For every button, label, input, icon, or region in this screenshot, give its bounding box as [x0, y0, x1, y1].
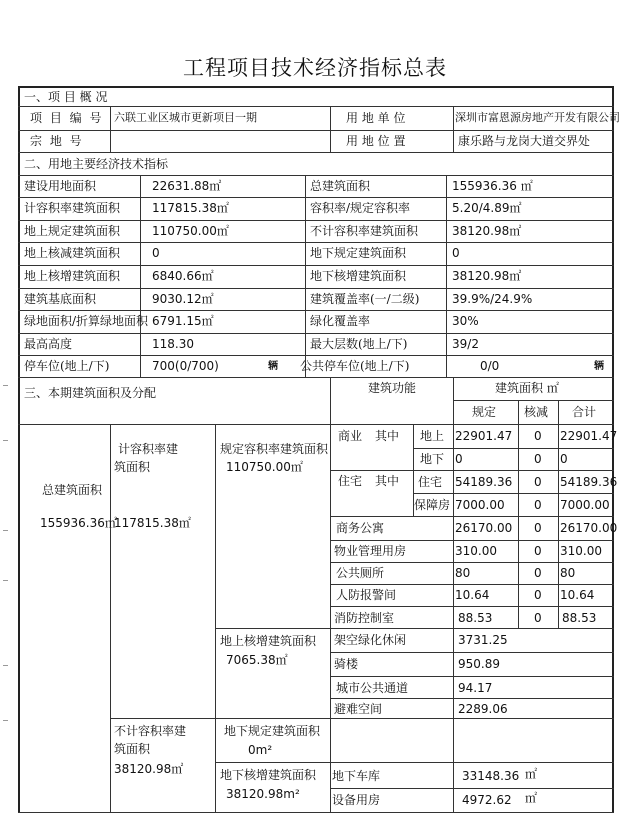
- indicator-value: 38120.98㎡: [452, 224, 522, 238]
- indicator-value: 6840.66㎡: [152, 269, 214, 283]
- row-total: 26170.00: [560, 521, 618, 535]
- row-total: 0: [560, 452, 568, 466]
- row-name: 消防控制室: [334, 611, 395, 625]
- row-line: [330, 562, 614, 563]
- row-reduce: 0: [534, 611, 542, 625]
- row-line: [18, 152, 614, 153]
- location-value: 康乐路与龙岗大道交界处: [458, 134, 591, 148]
- gutter-mark: [3, 530, 8, 531]
- row-value: 33148.36: [462, 769, 520, 783]
- row-reduce: 0: [534, 588, 542, 602]
- row-value: 2289.06: [458, 702, 508, 716]
- commerce-among: 其中: [375, 429, 400, 443]
- gutter-mark: [3, 385, 8, 386]
- indicator-value: 0: [452, 246, 460, 260]
- row-line: [215, 762, 614, 763]
- indicator-label: 建筑基底面积: [24, 292, 97, 306]
- gutter-mark: [3, 440, 8, 441]
- row-line: [330, 676, 614, 677]
- indicator-value: 9030.12㎡: [152, 292, 214, 306]
- row-line: [330, 516, 614, 517]
- location-label: 用 地 位 置: [346, 134, 406, 148]
- row-line: [18, 106, 614, 107]
- total-area-value: 155936.36㎡: [40, 516, 117, 530]
- indicator-value: 110750.00㎡: [152, 224, 229, 238]
- indicator-label: 最大层数(地上/下): [310, 337, 408, 351]
- row-name: 公共厕所: [336, 566, 385, 580]
- total-area-label: 总建筑面积: [42, 483, 103, 497]
- row-unit: ㎡: [525, 791, 538, 805]
- row-rule: 54189.36: [455, 475, 513, 489]
- row-line: [330, 652, 614, 653]
- row-name: 地上: [420, 429, 445, 443]
- row-total: 54189.36: [560, 475, 618, 489]
- row-line: [18, 355, 614, 356]
- row-value: 4972.62: [462, 793, 512, 807]
- col-line: [330, 106, 331, 152]
- above-add-value: 7065.38㎡: [226, 653, 288, 667]
- row-line: [18, 265, 614, 266]
- indicator-label: 绿地面积/折算绿地面积: [24, 314, 149, 328]
- gutter-mark: [3, 665, 8, 666]
- row-total: 7000.00: [560, 498, 610, 512]
- row-name: 避难空间: [334, 702, 383, 716]
- indicator-label: 绿化覆盖率: [310, 314, 371, 328]
- indicator-value: 39/2: [452, 337, 479, 351]
- indicator-label: 地下规定建筑面积: [310, 246, 407, 260]
- area-header: 建筑面积 ㎡: [495, 381, 559, 395]
- row-line: [330, 788, 614, 789]
- nonfar-label: 不计容积率建: [114, 724, 187, 738]
- row-name: 住宅: [418, 475, 443, 489]
- row-rule: 310.00: [455, 544, 497, 558]
- row-reduce: 0: [534, 544, 542, 558]
- indicator-value: 22631.88㎡: [152, 179, 222, 193]
- col-line: [305, 175, 306, 377]
- row-name: 架空绿化休闲: [334, 633, 407, 647]
- row-line: [18, 175, 614, 176]
- row-line: [215, 628, 614, 629]
- func-header: 建筑功能: [368, 381, 417, 395]
- row-name: 地下车库: [332, 769, 381, 783]
- row-name: 设备用房: [332, 793, 381, 807]
- row-value: 3731.25: [458, 633, 508, 647]
- row-total: 80: [560, 566, 576, 580]
- public-parking-label: 公共停车位(地上/下): [300, 359, 410, 373]
- row-name: 人防报警间: [336, 588, 397, 602]
- indicator-label: 地上核减建筑面积: [24, 246, 121, 260]
- row-total: 88.53: [562, 611, 597, 625]
- indicator-label: 建设用地面积: [24, 179, 97, 193]
- residence-label: 住宅: [338, 474, 363, 488]
- row-line: [330, 470, 614, 471]
- indicator-label: 总建筑面积: [310, 179, 371, 193]
- row-line: [18, 310, 614, 311]
- row-unit: ㎡: [525, 767, 538, 781]
- rule-far-value: 110750.00㎡: [226, 460, 303, 474]
- page-title: 工程项目技术经济指标总表: [183, 56, 447, 80]
- row-line: [110, 718, 614, 719]
- row-line: [330, 584, 614, 585]
- far-area-label: 计容积率建: [118, 442, 179, 456]
- public-parking-unit: 辆: [594, 361, 604, 372]
- project-no-label: 项 目 编 号: [30, 111, 104, 125]
- row-rule: 0: [455, 452, 463, 466]
- land-unit-value: 深圳市富恩源房地产开发有限公司: [455, 111, 620, 124]
- row-line: [18, 333, 614, 334]
- row-total: 10.64: [560, 588, 595, 602]
- residence-among: 其中: [375, 474, 400, 488]
- indicator-label: 不计容积率建筑面积: [310, 224, 419, 238]
- row-value: 94.17: [458, 681, 493, 695]
- commerce-label: 商业: [338, 429, 363, 443]
- parking-value: 700(0/700): [152, 359, 219, 373]
- parking-unit: 辆: [268, 361, 278, 372]
- indicator-value: 0: [152, 246, 160, 260]
- row-reduce: 0: [534, 498, 542, 512]
- far-area-value: 117815.38㎡: [114, 516, 191, 530]
- section2-heading: 二、用地主要经济技术指标: [24, 157, 169, 171]
- col-line: [453, 106, 454, 152]
- row-reduce: 0: [534, 566, 542, 580]
- row-value: 950.89: [458, 657, 500, 671]
- indicator-label: 地上规定建筑面积: [24, 224, 121, 238]
- row-total: 22901.47: [560, 429, 618, 443]
- col-line: [110, 424, 111, 812]
- row-line: [18, 377, 614, 378]
- col-line: [140, 175, 141, 377]
- nonfar-value: 38120.98㎡: [114, 762, 184, 776]
- col-line: [453, 377, 454, 812]
- far-area-label: 筑面积: [114, 460, 151, 474]
- gutter-mark: [3, 720, 8, 721]
- col-rule: 规定: [472, 405, 497, 419]
- row-line: [453, 400, 614, 401]
- indicator-value: 39.9%/24.9%: [452, 292, 533, 306]
- under-add-value: 38120.98m²: [226, 787, 300, 801]
- row-line: [18, 242, 614, 243]
- col-line: [518, 400, 519, 628]
- row-line: [18, 220, 614, 221]
- col-line: [330, 377, 331, 812]
- indicator-value: 117815.38㎡: [152, 201, 229, 215]
- row-reduce: 0: [534, 475, 542, 489]
- section1-heading: 一、项 目 概 况: [24, 90, 108, 104]
- indicator-value: 6791.15㎡: [152, 314, 214, 328]
- col-reduce: 核减: [524, 405, 549, 419]
- col-line: [215, 424, 216, 812]
- row-name: 保障房: [414, 498, 451, 512]
- indicator-label: 最高高度: [24, 337, 73, 351]
- row-line: [330, 606, 614, 607]
- public-parking-value: 0/0: [480, 359, 500, 373]
- row-line: [413, 493, 614, 494]
- col-line: [446, 175, 447, 377]
- col-line: [110, 106, 111, 152]
- section3-heading: 三、本期建筑面积及分配: [24, 386, 157, 400]
- gutter-mark: [3, 580, 8, 581]
- parking-label: 停车位(地上/下): [24, 359, 110, 373]
- row-name: 物业管理用房: [334, 544, 407, 558]
- col-line: [558, 400, 559, 628]
- row-rule: 26170.00: [455, 521, 513, 535]
- indicator-value: 155936.36 ㎡: [452, 179, 533, 193]
- row-total: 310.00: [560, 544, 602, 558]
- indicator-value: 38120.98㎡: [452, 269, 522, 283]
- row-line: [330, 698, 614, 699]
- row-name: 商务公寓: [336, 521, 385, 535]
- rule-far-label: 规定容积率建筑面积: [220, 442, 329, 456]
- row-reduce: 0: [534, 452, 542, 466]
- row-rule: 7000.00: [455, 498, 505, 512]
- land-unit-label: 用 地 单 位: [346, 111, 406, 125]
- indicator-label: 建筑覆盖率(一/二级): [310, 292, 420, 306]
- row-rule: 80: [455, 566, 471, 580]
- row-reduce: 0: [534, 429, 542, 443]
- row-line: [413, 448, 614, 449]
- parcel-label: 宗 地 号: [30, 134, 84, 148]
- row-name: 地下: [420, 452, 445, 466]
- indicator-label: 计容积率建筑面积: [24, 201, 121, 215]
- row-rule: 22901.47: [455, 429, 513, 443]
- row-rule: 88.53: [458, 611, 493, 625]
- row-line: [18, 288, 614, 289]
- indicator-value: 30%: [452, 314, 479, 328]
- under-rule-value: 0m²: [248, 743, 273, 757]
- project-no-value: 六联工业区城市更新项目一期: [114, 111, 257, 124]
- row-rule: 10.64: [455, 588, 490, 602]
- row-name: 骑楼: [334, 657, 359, 671]
- row-line: [18, 130, 614, 131]
- indicator-label: 地上核增建筑面积: [24, 269, 121, 283]
- indicator-label: 地下核增建筑面积: [310, 269, 407, 283]
- row-line: [18, 197, 614, 198]
- above-add-label: 地上核增建筑面积: [220, 634, 317, 648]
- indicator-value: 118.30: [152, 337, 194, 351]
- row-line: [18, 424, 614, 425]
- indicator-label: 容积率/规定容积率: [310, 201, 411, 215]
- nonfar-label: 筑面积: [114, 742, 151, 756]
- row-reduce: 0: [534, 521, 542, 535]
- under-rule-label: 地下规定建筑面积: [224, 724, 321, 738]
- row-name: 城市公共通道: [336, 681, 409, 695]
- indicator-value: 5.20/4.89㎡: [452, 201, 522, 215]
- row-line: [330, 540, 614, 541]
- col-total: 合计: [572, 405, 597, 419]
- under-add-label: 地下核增建筑面积: [220, 768, 317, 782]
